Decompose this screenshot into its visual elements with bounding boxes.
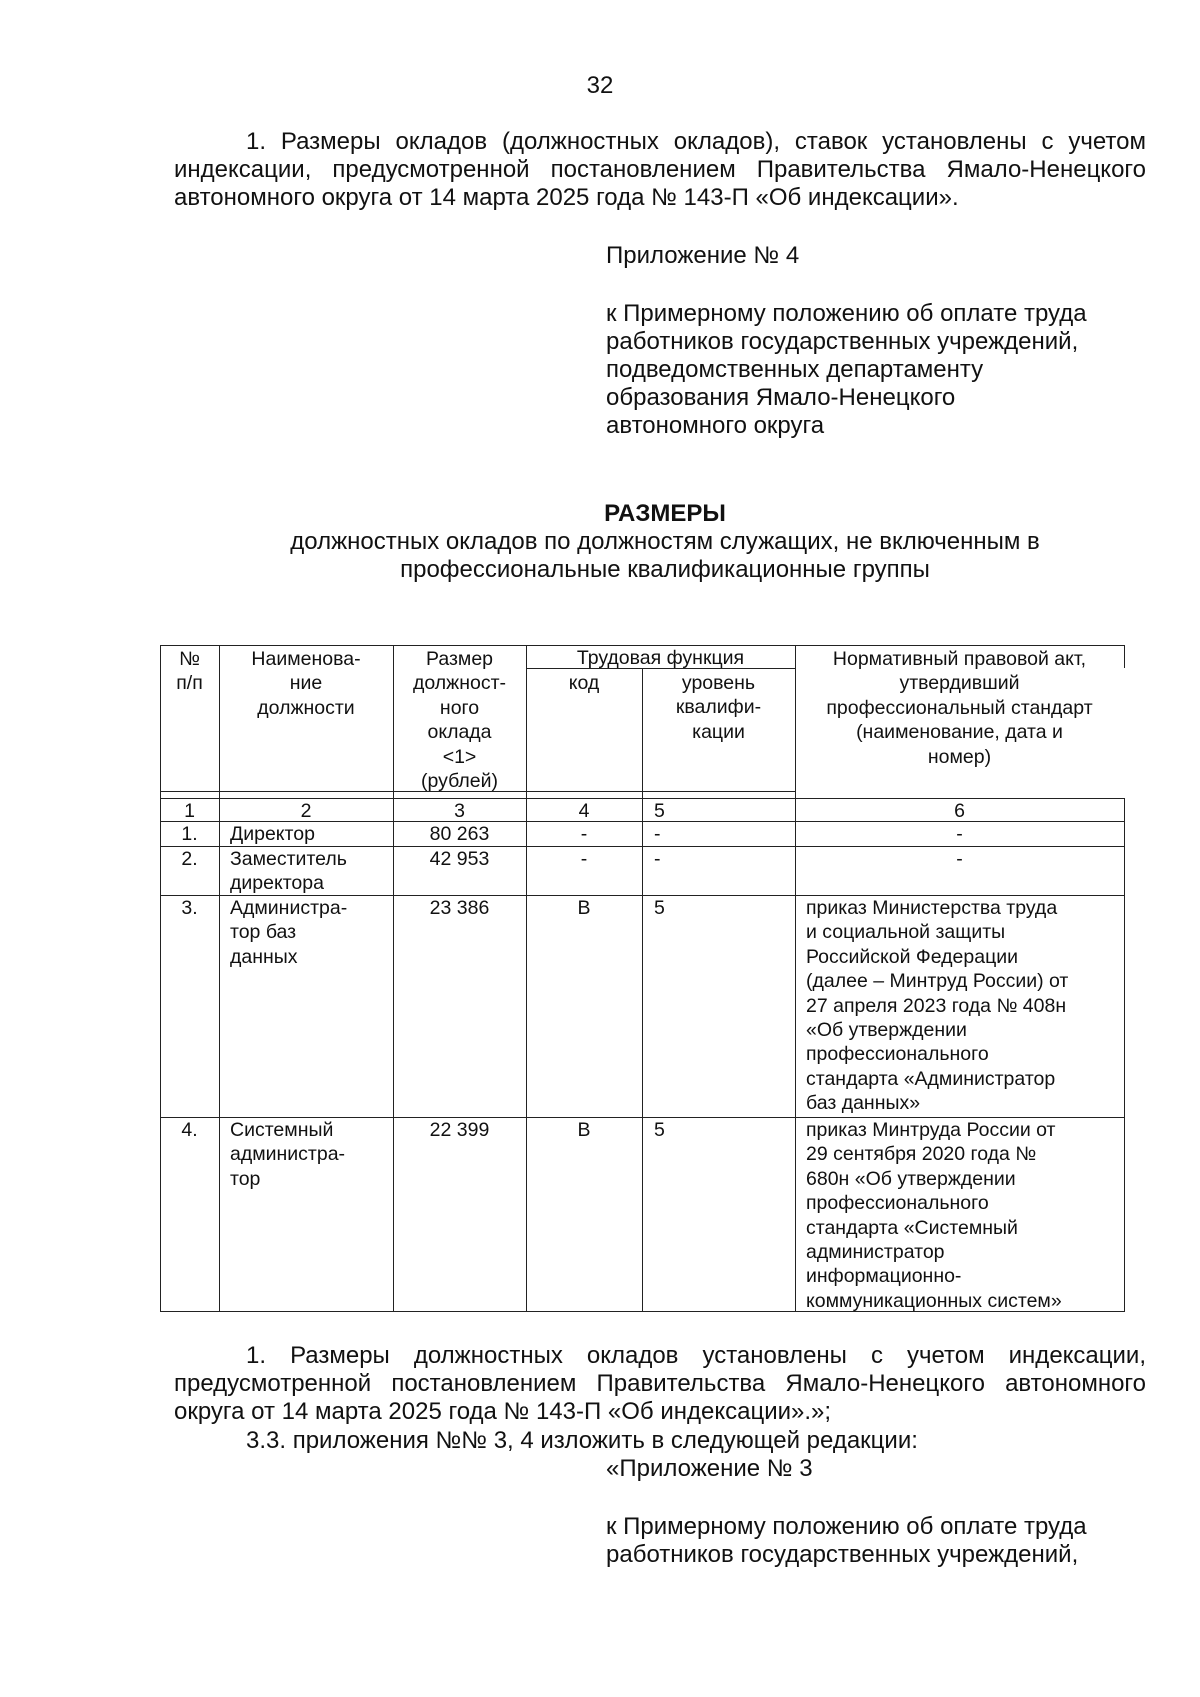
row3-salary: 23 386 (429, 897, 490, 919)
row1-code: - (580, 823, 588, 845)
appendix4-label: Приложение № 4 (606, 242, 800, 269)
note-top-text: Размеры окладов (должностных окладов), ставок установлены с учетом индексации, предусмотренной постановлением Правительства Ямало-Ненецкого автономного округа от 14 марта 2025 года № 143-П «Об индексации». (174, 128, 1146, 211)
vline-7 (1124, 798, 1125, 1312)
colnum-2: 2 (300, 800, 312, 822)
header-num: № п/п (176, 648, 203, 695)
row2-salary: 42 953 (429, 848, 490, 870)
row3-act: приказ Министерства труда и социальной защиты Российской Федерации (далее – Минтруд России) от 27 апреля 2023 года № 408н «Об утверждении профессионального стандарта «Администратор баз данных» (806, 897, 1069, 1115)
appendix4-to: к Примерному положению об оплате труда работников государственных учреждений, подведомственных департаменту образования Ямало-Ненецкого автономного округа (606, 300, 1087, 439)
doc-title: РАЗМЕРЫ (604, 500, 726, 527)
colnum-3: 3 (454, 800, 465, 822)
row4-act: приказ Минтруда России от 29 сентября 2020 года № 680н «Об утверждении профессионального стандарта «Системный администратор информационно- коммуникационных систем» (806, 1119, 1062, 1312)
colnum-1: 1 (184, 800, 195, 822)
note-bottom (174, 1342, 1146, 1426)
note-bottom-num: 1. (246, 1342, 267, 1369)
row2-act: - (956, 848, 963, 870)
header-act: Нормативный правовой акт, утвердивший профессиональный стандарт (наименование, дата и номер) (826, 648, 1093, 768)
header-level: уровень квалифи- кации (675, 672, 762, 743)
salary-table (160, 645, 1124, 1311)
vline-5 (642, 668, 643, 1312)
row2-level: - (654, 848, 661, 870)
row3-num: 3. (181, 897, 198, 919)
vline-7-top (1124, 645, 1125, 668)
header-name: Наименова- ние должности (251, 648, 361, 719)
header-salary: Размер должност- ного оклада <1> (рублей) (412, 648, 506, 793)
row2-name: Заместитель директора (230, 848, 347, 895)
row4-name: Системный администра- тор (230, 1119, 346, 1190)
vline-1 (160, 645, 161, 1312)
page-number: 32 (586, 72, 614, 99)
header-code: код (568, 672, 600, 694)
row1-name: Директор (230, 823, 315, 845)
colnum-5: 5 (654, 800, 665, 822)
row2-code: - (580, 848, 588, 870)
vline-4 (526, 645, 527, 1312)
colnum-4: 4 (578, 800, 590, 822)
note-top (174, 128, 1146, 212)
header-func: Трудовая функция (576, 647, 745, 669)
row4-num: 4. (181, 1119, 198, 1141)
appendix3-label: «Приложение № 3 (606, 1455, 813, 1482)
row4-salary: 22 399 (429, 1119, 490, 1141)
note-bottom-text: Размеры должностных окладов установлены с учетом индексации, предусмотренной постановлением Правительства Ямало-Ненецкого автономного округа от 14 марта 2025 года № 143-П «Об индексации».»; (174, 1342, 1147, 1425)
colnum-6: 6 (954, 800, 965, 822)
row4-code: B (577, 1119, 591, 1141)
row1-level: - (654, 823, 661, 845)
doc-subtitle: должностных окладов по должностям служащих, не включенным в профессиональные квалификационные группы (290, 528, 1040, 583)
row3-name: Администра- тор баз данных (230, 897, 348, 968)
clause-3-3: 3.3. приложения №№ 3, 4 изложить в следующей редакции: (246, 1427, 918, 1454)
row3-level: 5 (654, 897, 665, 919)
row2-num: 2. (181, 848, 198, 870)
vline-2 (219, 645, 220, 1312)
row4-level: 5 (654, 1119, 665, 1141)
row3-code: B (577, 897, 591, 919)
appendix3-to: к Примерному положению об оплате труда работников государственных учреждений, (606, 1513, 1087, 1568)
note-top-num: 1. (246, 128, 267, 155)
row1-num: 1. (181, 823, 198, 845)
row1-salary: 80 263 (429, 823, 490, 845)
row1-act: - (956, 823, 963, 845)
